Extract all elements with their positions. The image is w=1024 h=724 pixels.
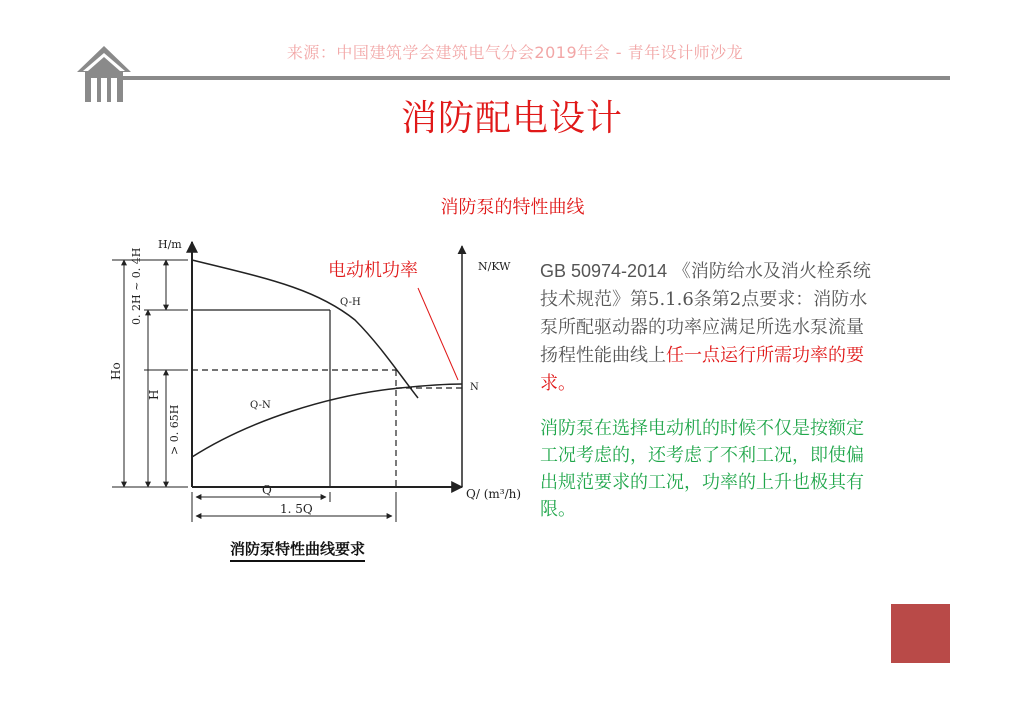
standard-code: GB 50974-2014	[540, 261, 668, 281]
min-065-label: > 0. 65H	[168, 404, 181, 455]
selection-note: 消防泵在选择电动机的时候不仅是按额定工况考虑的，还考虑了不利工况，即使偏出规范要求的工况，功率的上升也极其有限。	[540, 418, 864, 520]
figure-title: 消防泵的特性曲线	[440, 197, 585, 218]
q-dim-label: Q	[262, 483, 272, 497]
header-rule	[118, 76, 950, 80]
header-source: 来源：中国建筑学会建筑电气分会2019年会 - 青年设计师沙龙	[286, 43, 744, 62]
ho-label: Ho	[109, 362, 123, 380]
qh-label: Q-H	[340, 297, 361, 308]
motor-power-callout: 电动机功率	[328, 260, 418, 281]
q-axis-label: Q/ (m³/h)	[466, 487, 522, 501]
home-icon	[75, 44, 133, 104]
n-label: N	[470, 382, 479, 393]
n-axis-label: N/KW	[478, 260, 511, 273]
requirement-highlight: 任一点运行所需功率的要求。	[540, 345, 864, 394]
h-axis-label: H/m	[158, 238, 182, 251]
requirement-text	[540, 257, 880, 398]
qn-curve	[192, 384, 462, 457]
h-label: H	[147, 389, 161, 400]
pump-curve-diagram	[100, 230, 530, 530]
requirement-body: 《消防给水及消火栓系统技术规范》第5.1.6条第2点要求：消防水泵所配驱动器的功率应满足所选水泵流量扬程性能曲线上	[540, 261, 871, 366]
page-title: 消防配电设计	[400, 98, 623, 139]
figure-caption: 消防泵特性曲线要求	[230, 538, 365, 562]
qn-label: Q-N	[250, 400, 271, 411]
callout-pointer	[418, 288, 458, 380]
q15-dim-label: 1. 5Q	[280, 502, 313, 516]
corner-block	[891, 604, 950, 663]
range-top-label: 0. 2H ~ 0. 4H	[130, 247, 143, 325]
